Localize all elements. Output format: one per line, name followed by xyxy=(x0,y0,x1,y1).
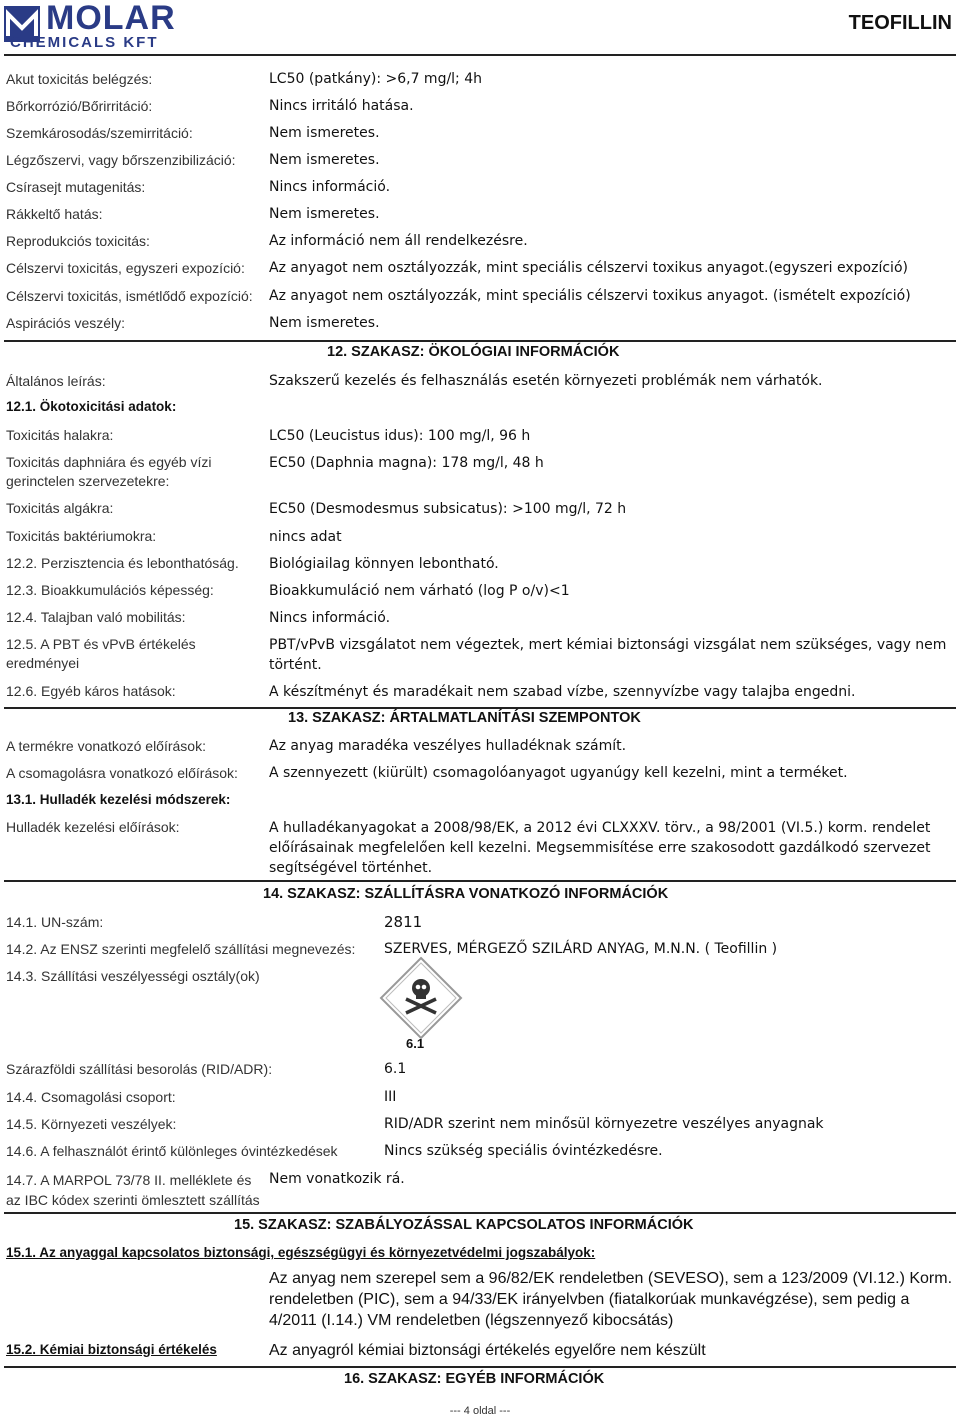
toxicology-value: Nem ismeretes. xyxy=(269,125,380,141)
toxicology-value: Nem ismeretes. xyxy=(269,152,380,168)
toxicology-value: LC50 (patkány): >6,7 mg/l; 4h xyxy=(269,71,483,87)
disposal-packaging-value: A szennyezett (kiürült) csomagolóanyagot ugyanúgy kell kezelni, mint a terméket. xyxy=(269,765,848,781)
section-15-title: 15. SZAKASZ: SZABÁLYOZÁSSAL KAPCSOLATOS INFORMÁCIÓK xyxy=(234,1217,694,1233)
section-divider xyxy=(4,1212,956,1214)
section-16-title: 16. SZAKASZ: EGYÉB INFORMÁCIÓK xyxy=(344,1371,605,1387)
section-14-title: 14. SZAKASZ: SZÁLLÍTÁSRA VONATKOZÓ INFORMÁCIÓK xyxy=(263,886,669,902)
ecotox-heading: 12.1. Ökotoxicitási adatok: xyxy=(6,399,177,414)
ecology-label: 12.5. A PBT és vPvB értékelés eredményei xyxy=(6,636,196,671)
toxicology-label: Szemkárosodás/szemirritáció: xyxy=(6,125,193,141)
toxicology-label: Légzőszervi, vagy bőrszenzibilizáció: xyxy=(6,152,236,168)
section-13-title: 13. SZAKASZ: ÁRTALMATLANÍTÁSI SZEMPONTOK xyxy=(288,710,641,726)
page-footer: --- 4 oldal --- xyxy=(449,1405,511,1417)
ecology-value: Nincs információ. xyxy=(269,610,391,626)
un-number-value: 2811 xyxy=(384,913,423,931)
ecology-label: Toxicitás halakra: xyxy=(6,427,114,443)
pictogram-number: 6.1 xyxy=(406,1036,425,1051)
disposal-product-label: A termékre vonatkozó előírások: xyxy=(6,738,206,754)
ecology-value: Bioakkumuláció nem várható (log P o/v)<1 xyxy=(269,583,570,599)
section-divider xyxy=(4,1366,956,1368)
toxicology-label: Célszervi toxicitás, egyszeri expozíció: xyxy=(6,260,245,276)
section-12-title: 12. SZAKASZ: ÖKOLÓGIAI INFORMÁCIÓK xyxy=(327,344,620,360)
shipping-name-value: SZERVES, MÉRGEZŐ SZILÁRD ANYAG, M.N.N. ( Teofillin ) xyxy=(384,941,778,957)
toxicology-value: Nincs információ. xyxy=(269,179,391,195)
ecology-label: 12.3. Bioakkumulációs képesség: xyxy=(6,582,214,598)
ecology-value: LC50 (Leucistus idus): 100 mg/l, 96 h xyxy=(269,428,531,444)
general-description-label: Általános leírás: xyxy=(6,373,106,389)
ecology-label: Toxicitás algákra: xyxy=(6,500,114,516)
packing-group-label: 14.4. Csomagolási csoport: xyxy=(6,1089,176,1105)
toxicology-label: Célszervi toxicitás, ismétlődő expozíció: xyxy=(6,288,253,304)
shipping-name-label: 14.2. Az ENSZ szerinti megfelelő szállítási megnevezés: xyxy=(6,941,356,957)
ecology-value: EC50 (Daphnia magna): 178 mg/l, 48 h xyxy=(269,455,544,471)
section-divider xyxy=(4,340,956,342)
waste-label: Hulladék kezelési előírások: xyxy=(6,819,180,835)
regulations-heading: 15.1. Az anyaggal kapcsolatos biztonsági, egészségügyi és környezetvédelmi jogszabályok: xyxy=(6,1245,596,1260)
toxicology-label: Bőrkorrózió/Bőrirritáció: xyxy=(6,98,153,114)
header-divider xyxy=(4,54,956,56)
company-name: MOLAR xyxy=(46,0,176,37)
marpol-row xyxy=(6,1170,954,1210)
packing-group-value: III xyxy=(384,1089,397,1105)
section-divider xyxy=(4,880,956,882)
user-precautions-label: 14.6. A felhasználót érintő különleges óvintézkedések xyxy=(6,1143,338,1159)
general-description-value: Szakszerű kezelés és felhasználás esetén környezeti problémák nem várhatók. xyxy=(269,373,823,389)
disposal-product-value: Az anyag maradéka veszélyes hulladéknak számít. xyxy=(269,738,627,754)
toxicology-label: Reprodukciós toxicitás: xyxy=(6,233,150,249)
ecology-label: 12.4. Talajban való mobilitás: xyxy=(6,609,186,625)
environmental-hazards-value: RID/ADR szerint nem minősül környezetre veszélyes anyagnak xyxy=(384,1116,824,1132)
toxicology-value: Nem ismeretes. xyxy=(269,206,380,222)
ecology-label: 12.6. Egyéb káros hatások: xyxy=(6,683,176,699)
ecology-label: 12.2. Perzisztencia és lebonthatóság. xyxy=(6,555,239,571)
ecology-label: Toxicitás baktériumokra: xyxy=(6,528,157,544)
ecology-value: nincs adat xyxy=(269,529,342,545)
ecology-value: Biológiailag könnyen lebontható. xyxy=(269,556,499,572)
toxicology-label: Csírasejt mutagenitás: xyxy=(6,179,146,195)
section-divider xyxy=(4,707,956,709)
ecology-value: PBT/vPvB vizsgálatot nem végeztek, mert kémiai biztonsági vizsgálat nem szükséges, vagy nem történt. xyxy=(269,637,947,673)
waste-value: A hulladékanyagokat a 2008/98/EK, a 2012 évi CLXXXV. törv., a 98/2001 (VI.5.) korm. rendelet előírásainak megfelelően kell kezelni. Megsemmisítése erre szakosodott gazdálkodó szervezet segítségével történhet. xyxy=(269,820,931,876)
disposal-packaging-label: A csomagolásra vonatkozó előírások: xyxy=(6,765,238,781)
toxicology-label: Akut toxicitás belégzés: xyxy=(6,71,153,87)
company-logo xyxy=(4,0,234,51)
toxicology-value: Az információ nem áll rendelkezésre. xyxy=(269,233,528,249)
ecology-label: Toxicitás daphniára és egyéb vízi gerinctelen szervezetekre: xyxy=(6,454,212,489)
ecology-value: A készítményt és maradékait nem szabad vízbe, szennyvízbe vagy talajba engedni. xyxy=(269,684,856,700)
land-transport-label: Szárazföldi szállítási besorolás (RID/ADR): xyxy=(6,1061,273,1077)
regulations-row xyxy=(6,1268,954,1334)
marpol-value: Nem vonatkozik rá. xyxy=(269,1171,405,1187)
chemical-safety-text: Az anyagról kémiai biztonsági értékelés egyelőre nem készült xyxy=(269,1342,706,1359)
user-precautions-value: Nincs szükség speciális óvintézkedésre. xyxy=(384,1143,663,1159)
environmental-hazards-label: 14.5. Környezeti veszélyek: xyxy=(6,1116,177,1132)
toxicology-value: Az anyagot nem osztályozzák, mint speciális célszervi toxikus anyagot. (ismételt expozíció) xyxy=(269,288,911,304)
toxicology-label: Rákkeltő hatás: xyxy=(6,206,103,222)
waste-heading: 13.1. Hulladék kezelési módszerek: xyxy=(6,792,231,807)
toxicology-value: Az anyagot nem osztályozzák, mint speciális célszervi toxikus anyagot.(egyszeri expozíció) xyxy=(269,260,908,276)
skull-crossbones-diamond-icon xyxy=(378,955,464,1041)
marpol-label: 14.7. A MARPOL 73/78 II. melléklete és az IBC kódex szerinti ömlesztett szállítás xyxy=(6,1172,260,1208)
product-name: TEOFILLIN xyxy=(848,12,952,34)
toxicology-value: Nincs irritáló hatása. xyxy=(269,98,414,114)
waste-row xyxy=(6,818,954,878)
land-transport-value: 6.1 xyxy=(384,1061,407,1077)
chemical-safety-heading: 15.2. Kémiai biztonsági értékelés xyxy=(6,1342,217,1357)
toxicology-label: Aspirációs veszély: xyxy=(6,315,126,331)
un-number-label: 14.1. UN-szám: xyxy=(6,914,104,930)
toxicology-value: Nem ismeretes. xyxy=(269,315,380,331)
company-subtitle: CHEMICALS KFT xyxy=(10,34,159,51)
ecology-value: EC50 (Desmodesmus subsicatus): >100 mg/l, 72 h xyxy=(269,501,627,517)
regulations-text: Az anyag nem szerepel sem a 96/82/EK rendeletben (SEVESO), sem a 123/2009 (VI.12.) Korm. rendeletben (PIC), sem a 94/33/EK irányelvben (fiatalkorúak munkavégzése), sem pedig a 4/2011 (I.14.) VM rendeletben (légszennyező kibocsátás) xyxy=(269,1270,953,1329)
hazard-class-label: 14.3. Szállítási veszélyességi osztály(ok) xyxy=(6,968,260,984)
